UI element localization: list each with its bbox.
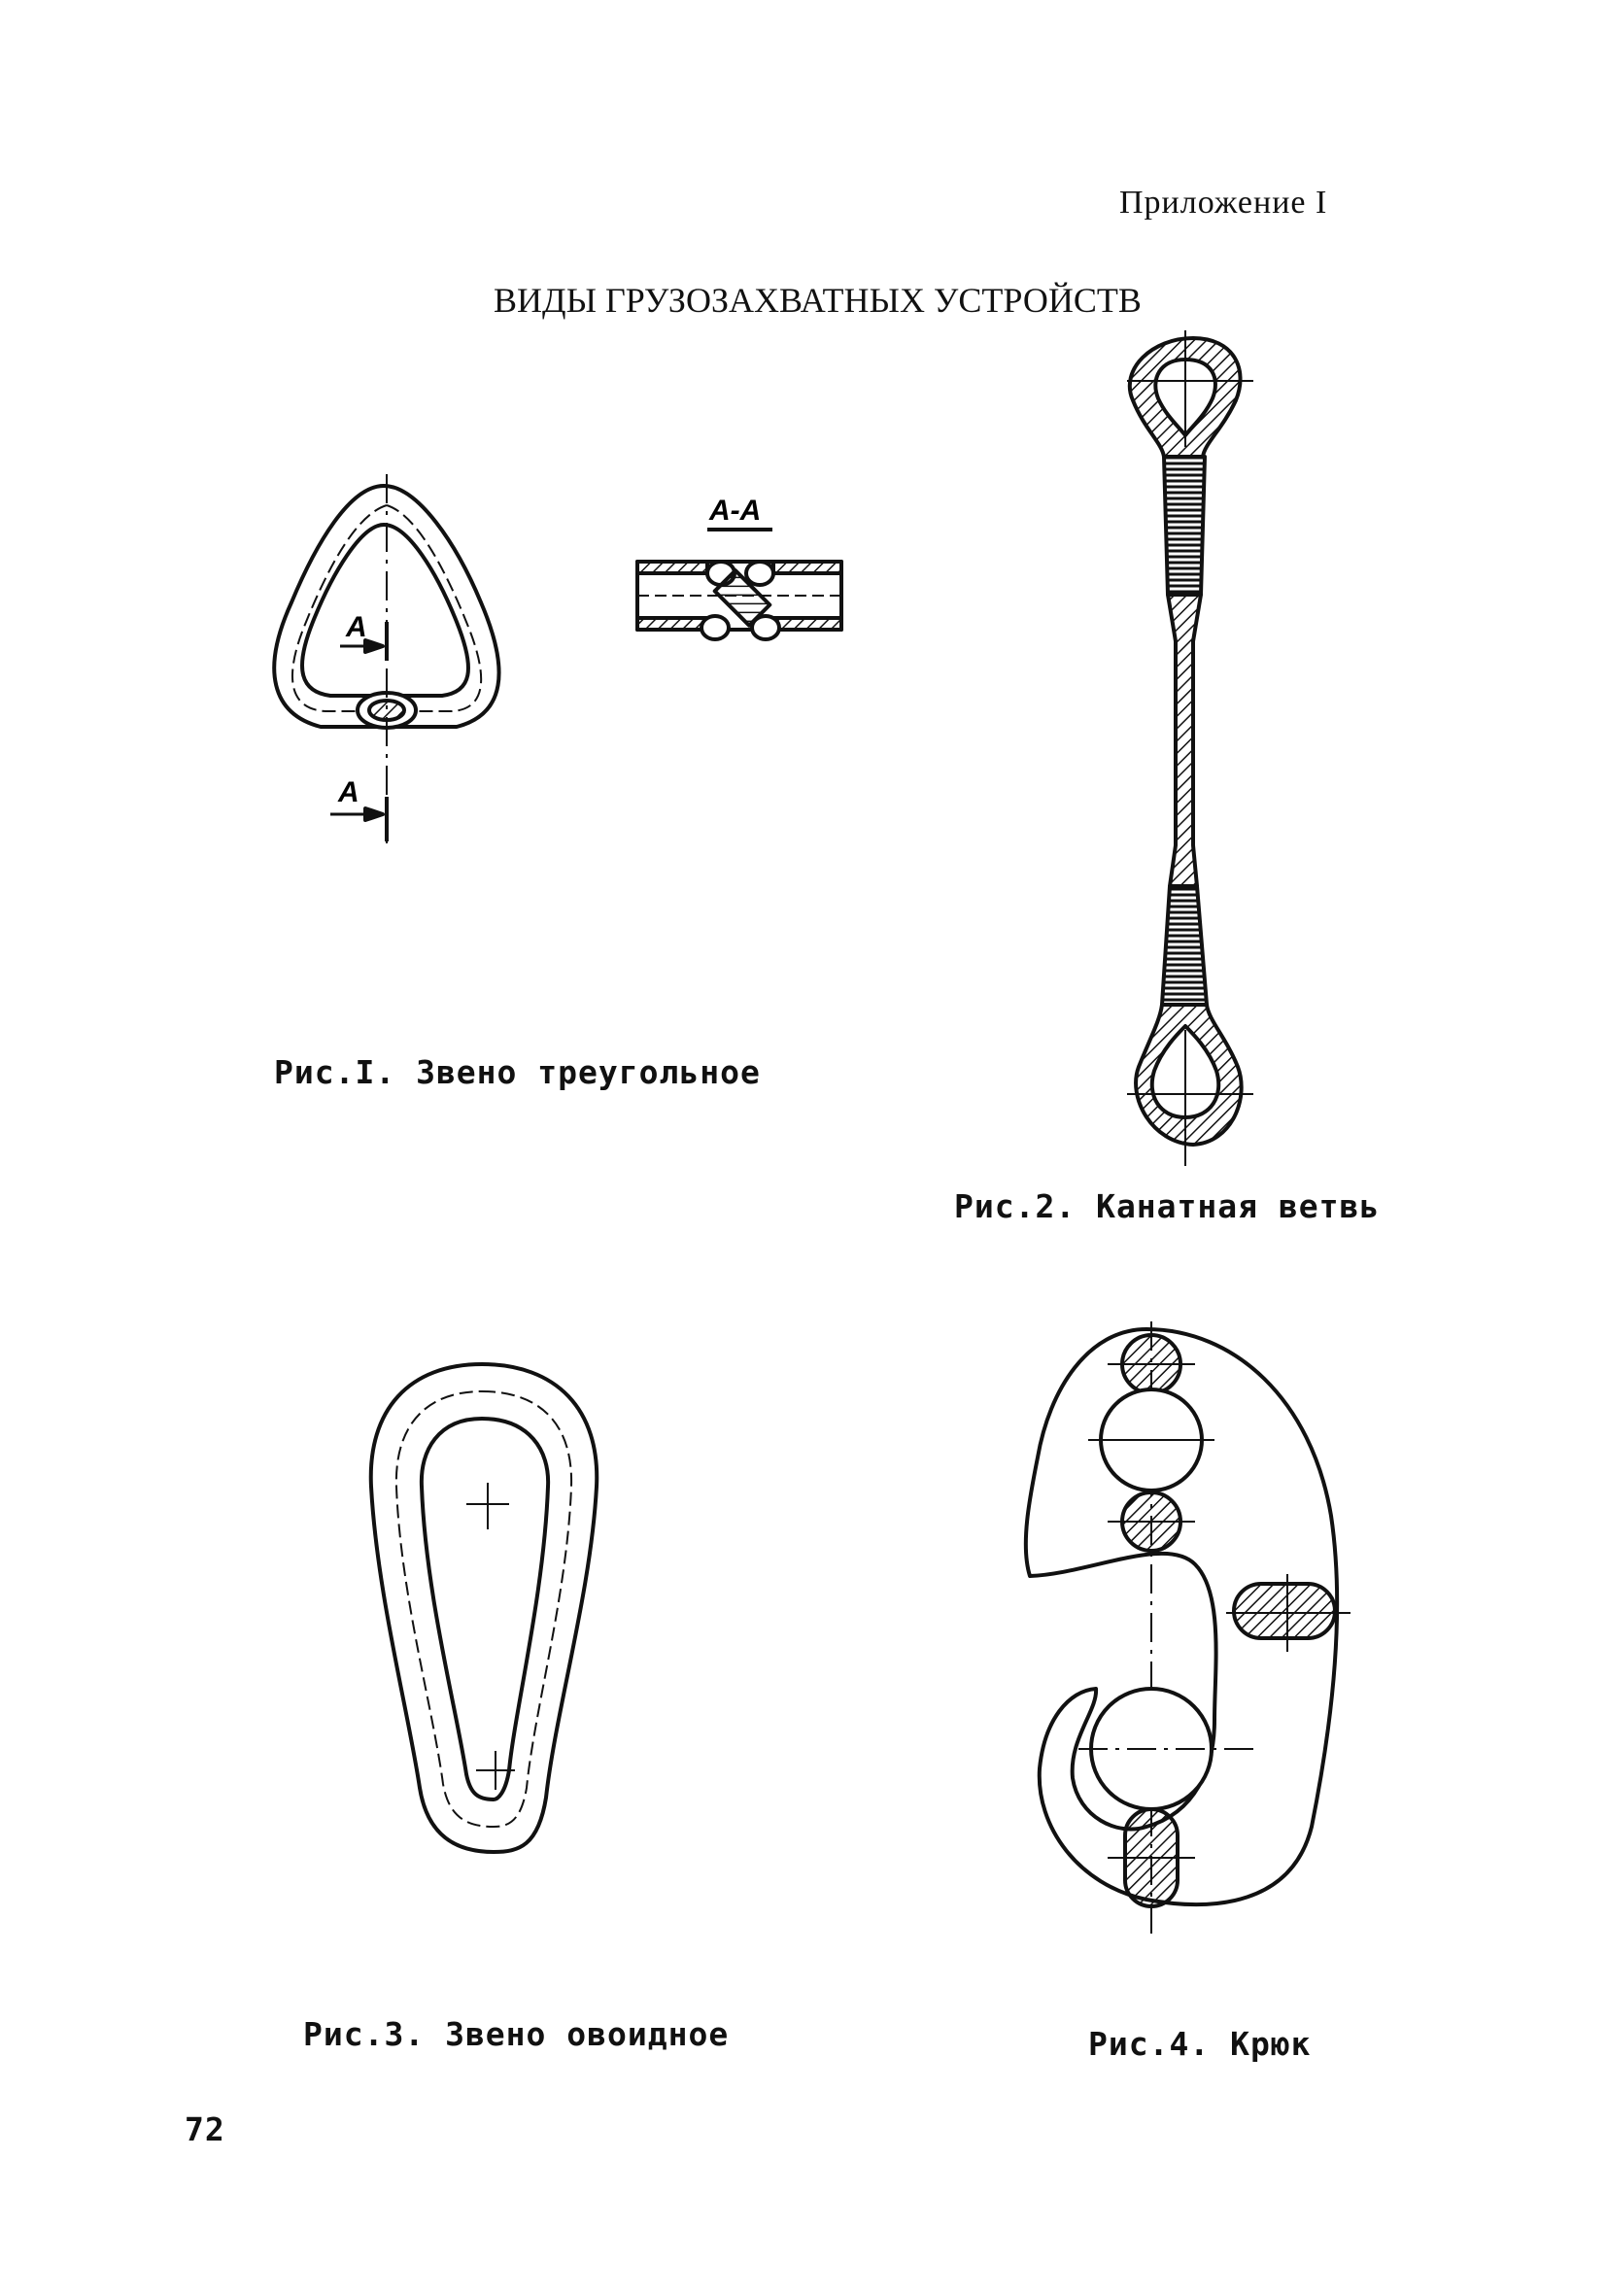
section-label: А-А: [709, 495, 762, 527]
figure-1-caption: Рис.I. Звено треугольное: [274, 1053, 761, 1091]
figure-3-caption: Рис.3. Звено овоидное: [303, 2015, 730, 2053]
cut-mark-top: А: [346, 611, 367, 643]
page-number: 72: [185, 2110, 225, 2148]
cut-mark-bottom: А: [338, 776, 359, 808]
figure-4-caption: Рис.4. Крюк: [1088, 2025, 1312, 2063]
appendix-label: Приложение I: [1119, 185, 1328, 221]
page-title: ВИДЫ ГРУЗОЗАХВАТНЫХ УСТРОЙСТВ: [494, 281, 1142, 320]
figure-2-caption: Рис.2. Канатная ветвь: [954, 1187, 1381, 1225]
